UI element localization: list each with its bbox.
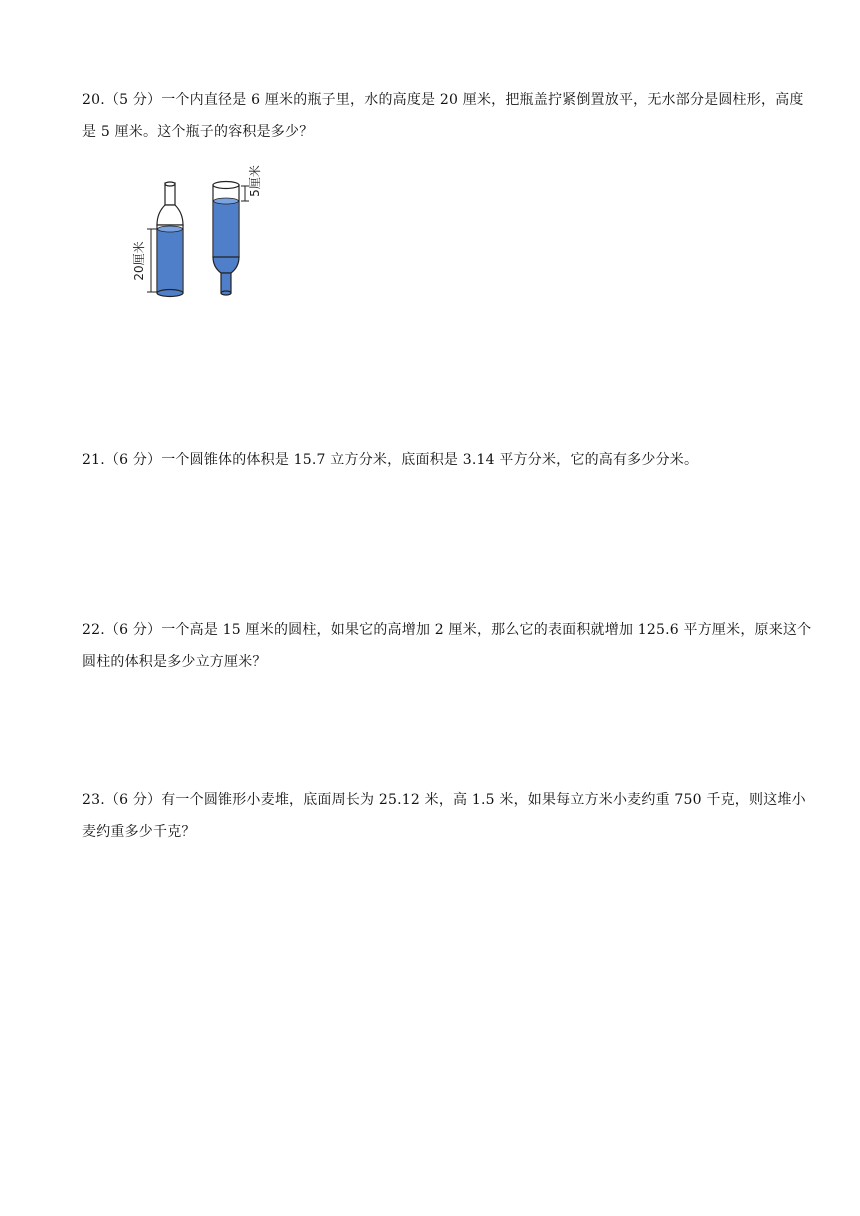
right-dimension-label: 5厘米 (248, 165, 262, 197)
question-score: （6 分） (104, 622, 162, 638)
question-score: （6 分） (104, 452, 162, 468)
bottle-figure (125, 155, 275, 300)
bottle-diagram (125, 155, 275, 300)
question-22 (82, 614, 812, 678)
question-score: （5 分） (104, 92, 162, 108)
question-score: （6 分） (104, 792, 162, 808)
upright-bottle (131, 182, 183, 297)
question-number: 21. (82, 452, 105, 468)
question-21 (82, 444, 812, 476)
question-20 (82, 84, 812, 148)
question-text: 一个圆锥体的体积是 15.7 立方分米，底面积是 3.14 平方分米，它的高有多少分米。 (161, 452, 699, 468)
inverted-bottle (213, 165, 262, 295)
question-number: 20. (82, 92, 105, 108)
question-text: 一个内直径是 6 厘米的瓶子里，水的高度是 20 厘米，把瓶盖拧紧倒置放平，无水部分是圆柱形，高度是 5 厘米。这个瓶子的容积是多少？ (82, 92, 804, 140)
question-23 (82, 784, 812, 848)
question-number: 23. (82, 792, 105, 808)
question-text: 有一个圆锥形小麦堆，底面周长为 25.12 米，高 1.5 米，如果每立方米小麦约重 750 千克，则这堆小麦约重多少千克？ (82, 792, 806, 840)
question-text: 一个高是 15 厘米的圆柱，如果它的高增加 2 厘米，那么它的表面积就增加 125.6 平方厘米，原来这个圆柱的体积是多少立方厘米？ (82, 622, 812, 670)
left-dimension-label: 20厘米 (132, 241, 146, 281)
question-number: 22. (82, 622, 105, 638)
